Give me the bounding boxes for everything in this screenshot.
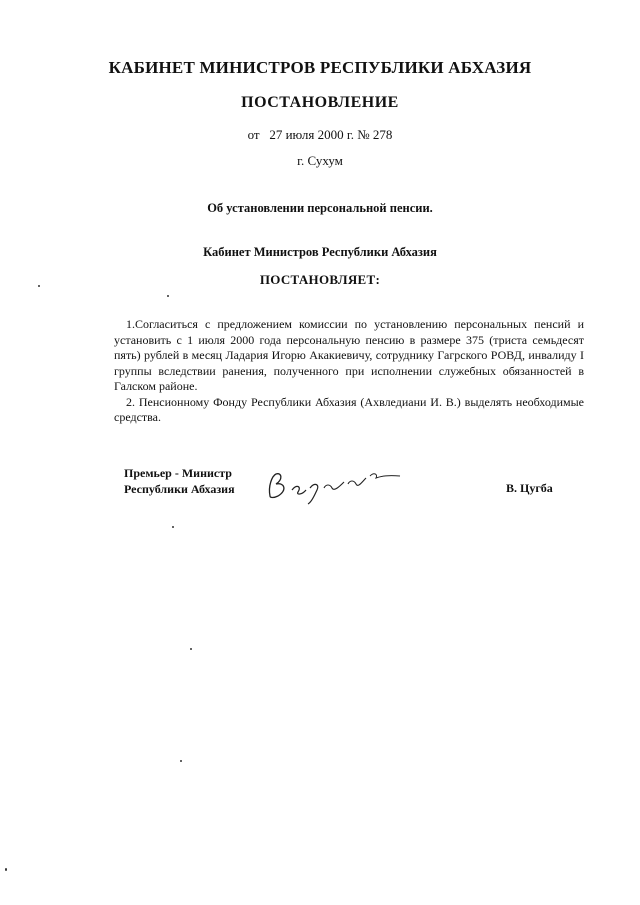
issuing-body: Кабинет Министров Республики Абхазия	[203, 245, 437, 259]
scan-speck	[38, 285, 40, 287]
decree-heading: ПОСТАНОВЛЯЕТ:	[259, 272, 381, 287]
decree-body	[114, 317, 584, 426]
date-and-number: от 27 июля 2000 г. № 278	[247, 127, 393, 142]
signatory-title	[124, 465, 235, 497]
paragraph-2: 2. Пенсионному Фонду Республики Абхазия (Ахвледиани И. В.) выделять необходимые средства.	[114, 394, 584, 424]
document-type-heading: ПОСТАНОВЛЕНИЕ	[241, 94, 399, 111]
paragraph-1: 1.Согласиться с предложением комиссии по установлению персональных пенсий и установить с 1 июля 2000 года персональную пенсию в размере 375 (триста семьдесят пять) рублей в месяц Ладария Игорю Акакиевичу, сотруднику Гагрского РОВД, инвалиду I группы вследствии ранения, полученного при исполнении служебных обязанностей в Галском районе.	[114, 317, 584, 393]
signatory-title-line-1: Премьер - Министр	[124, 466, 232, 480]
organization-heading: КАБИНЕТ МИНИСТРОВ РЕСПУБЛИКИ АБХАЗИЯ	[108, 58, 532, 77]
scan-speck	[5, 868, 7, 871]
signature-scribble-icon	[262, 462, 412, 507]
signatory-title-line-2: Республики Абхазия	[124, 482, 235, 496]
scan-speck	[167, 295, 169, 297]
handwritten-signature	[262, 462, 412, 512]
city-line: г. Сухум	[297, 153, 343, 168]
scan-speck	[190, 648, 192, 650]
scan-speck	[172, 526, 174, 528]
scan-speck	[180, 760, 182, 762]
document-subject: Об установлении персональной пенсии.	[207, 201, 433, 215]
signatory-name: В. Цугба	[506, 481, 553, 495]
